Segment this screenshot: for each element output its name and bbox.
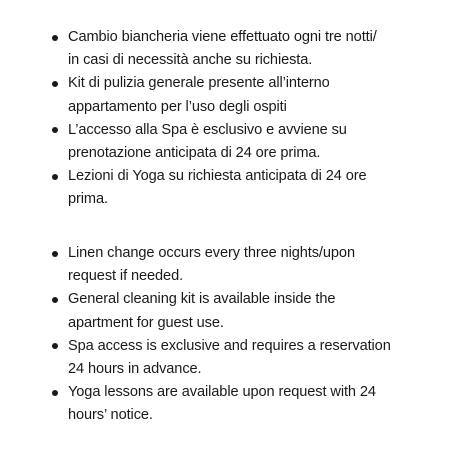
bullet-icon	[52, 251, 58, 257]
list-item-text: hours’ notice.	[68, 407, 153, 424]
list-item-text: prenotazione anticipata di 24 ore prima.	[68, 145, 321, 162]
list-item	[52, 381, 422, 427]
list-item	[52, 72, 422, 118]
bullet-icon	[52, 174, 58, 180]
list-item	[52, 165, 422, 211]
list-item-text: Spa access is exclusive and requires a reservation	[68, 337, 391, 354]
list-item-text: apartment for guest use.	[68, 314, 224, 331]
list-item-text: request if needed.	[68, 268, 184, 285]
italian-rules-list	[52, 26, 422, 212]
list-item-text: 24 hours in advance.	[68, 361, 202, 378]
list-item	[52, 335, 422, 381]
list-item-text: in casi di necessità anche su richiesta.	[68, 52, 313, 69]
bullet-icon	[52, 390, 58, 396]
list-item-text: appartamento per l’uso degli ospiti	[68, 98, 287, 115]
list-item	[52, 242, 422, 288]
english-rules-list	[52, 242, 422, 428]
bullet-icon	[52, 35, 58, 41]
bullet-icon	[52, 343, 58, 349]
bullet-icon	[52, 81, 58, 87]
list-item	[52, 119, 422, 165]
list-item-text: Lezioni di Yoga su richiesta anticipata di 24 ore	[68, 168, 367, 185]
list-item-text: General cleaning kit is available inside the	[68, 291, 336, 308]
list-item-text: prima.	[68, 191, 108, 208]
list-item-text: L’accesso alla Spa è esclusivo e avviene su	[68, 121, 347, 138]
list-item-text: Kit di pulizia generale presente all’interno	[68, 75, 330, 92]
list-item-text: Linen change occurs every three nights/upon	[68, 245, 355, 261]
list-item	[52, 288, 422, 334]
list-item-text: Yoga lessons are available upon request with 24	[68, 384, 376, 401]
list-item-text: Cambio biancheria viene effettuato ogni tre notti/	[68, 29, 377, 45]
bullet-icon	[52, 127, 58, 133]
bullet-icon	[52, 297, 58, 303]
list-item	[52, 26, 422, 72]
